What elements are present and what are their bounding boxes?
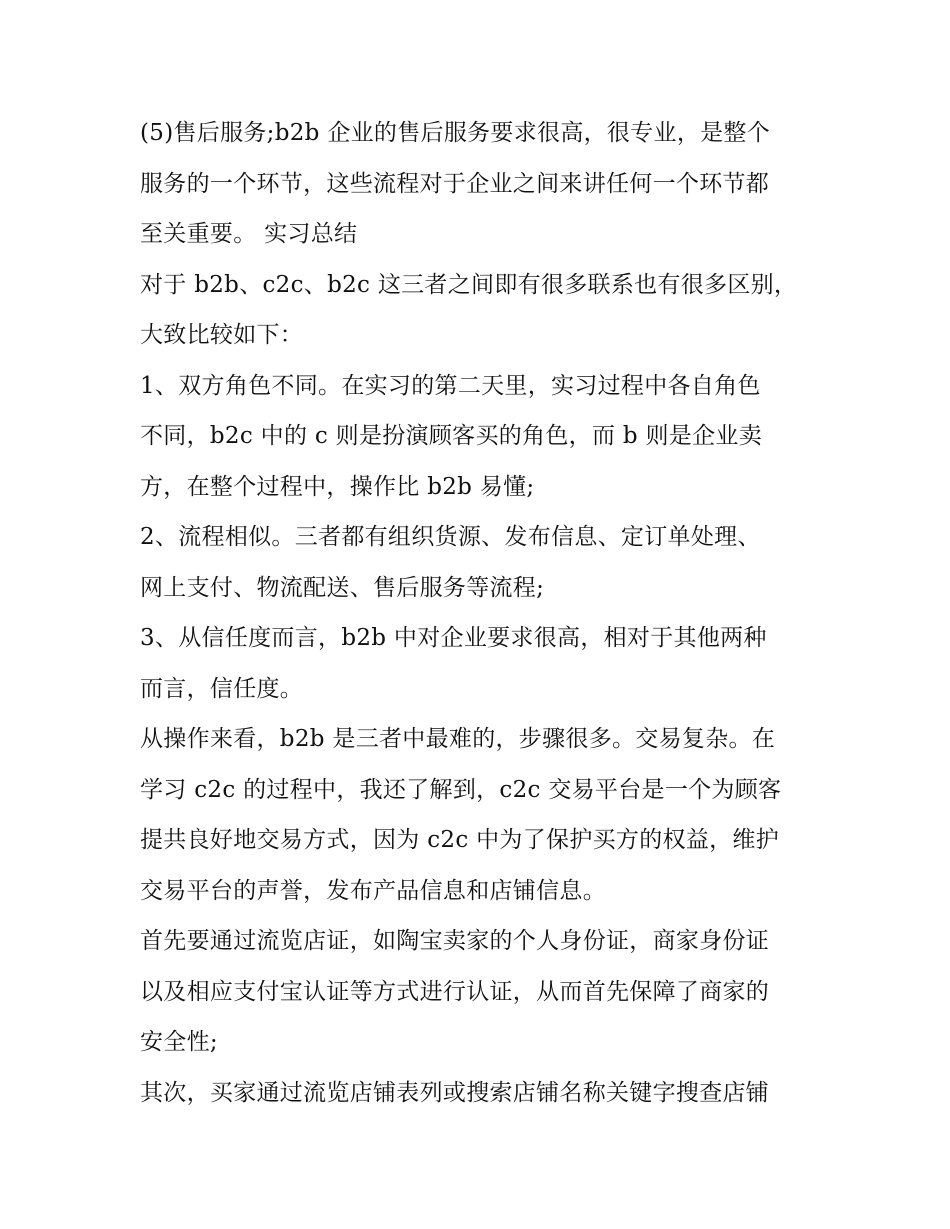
text-line: 网上支付、物流配送、售后服务等流程; bbox=[140, 574, 545, 601]
text-line: 至关重要。 实习总结 bbox=[140, 221, 358, 247]
text-line: 其次，买家通过流览店铺表列或搜索店铺名称关键字搜查店铺 bbox=[140, 1079, 770, 1106]
text-line: 大致比较如下： bbox=[140, 322, 304, 348]
text-line: 以及相应支付宝认证等方式进行认证，从而首先保障了商家的 bbox=[140, 978, 770, 1005]
document-body bbox=[140, 108, 830, 1118]
text-line: (5)售后服务;b2b 企业的售后服务要求很高，很专业，是整个 bbox=[140, 120, 771, 146]
text-line: 1、双方角色不同。在实习的第二天里，实习过程中各自角色 bbox=[140, 372, 761, 399]
text-line: 提共良好地交易方式，因为 c2c 中为了保护买方的权益，维护 bbox=[140, 827, 780, 853]
text-line: 服务的一个环节，这些流程对于企业之间来讲任何一个环节都 bbox=[140, 170, 770, 197]
text-line: 3、从信任度而言，b2b 中对企业要求很高，相对于其他两种 bbox=[140, 625, 767, 651]
text-line: 交易平台的声誉，发布产品信息和店铺信息。 bbox=[140, 877, 606, 904]
text-line: 而言，信任度。 bbox=[140, 675, 304, 702]
text-line: 安全性; bbox=[140, 1029, 218, 1055]
text-line: 对于 b2b、c2c、b2c 这三者之间即有很多联系也有很多区别， bbox=[140, 271, 798, 298]
text-line: 从操作来看，b2b 是三者中最难的，步骤很多。交易复杂。在 bbox=[140, 726, 776, 752]
text-line: 学习 c2c 的过程中，我还了解到，c2c 交易平台是一个为顾客 bbox=[140, 776, 782, 803]
text-line: 不同，b2c 中的 c 则是扮演顾客买的角色，而 b 则是企业卖 bbox=[140, 423, 762, 449]
text-line: 方，在整个过程中，操作比 b2b 易懂; bbox=[140, 473, 535, 500]
text-line: 首先要通过流览店证，如陶宝卖家的个人身份证，商家身份证 bbox=[140, 928, 770, 954]
text-line: 2、流程相似。三者都有组织货源、发布信息、定订单处理、 bbox=[140, 524, 761, 550]
